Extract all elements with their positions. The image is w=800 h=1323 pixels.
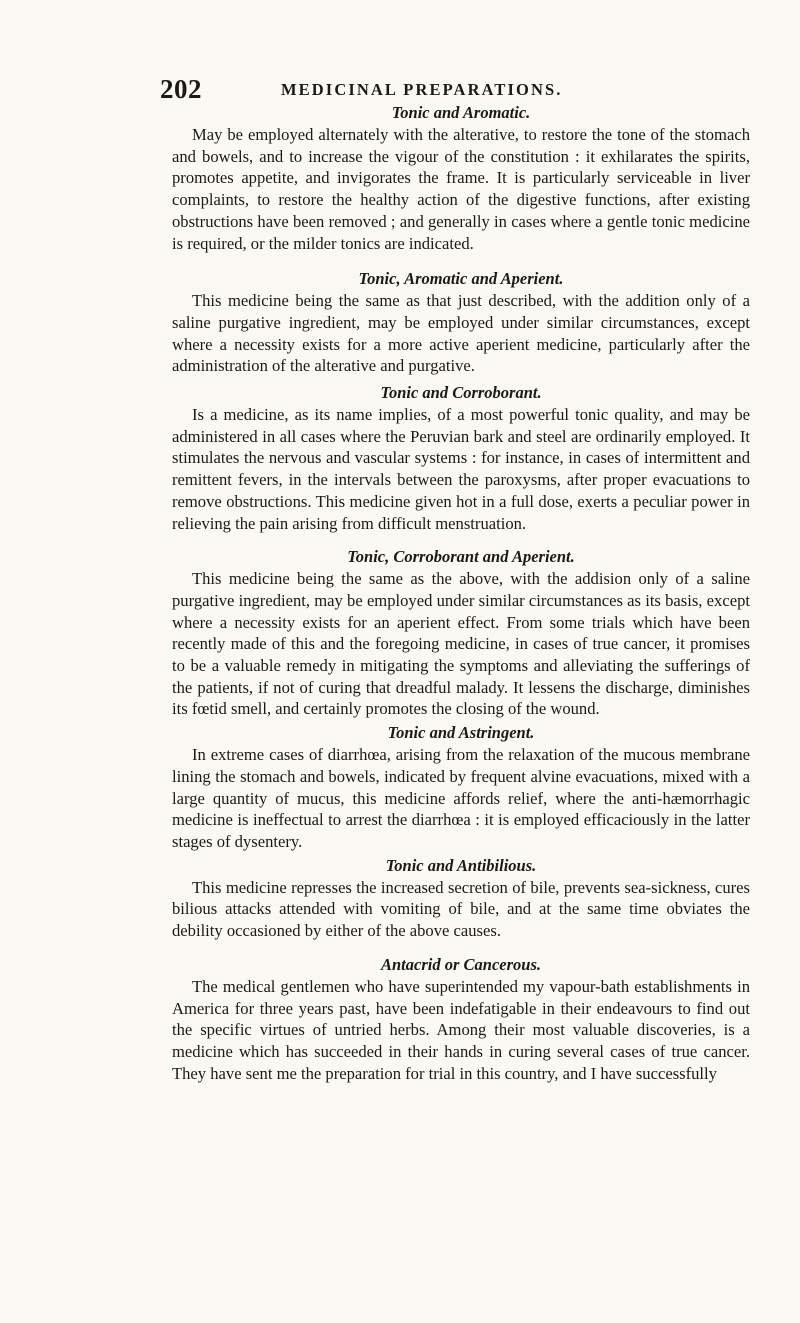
section-heading-tonic-aromatic-aperient: Tonic, Aromatic and Aperient.: [358, 269, 564, 289]
page-body: [172, 100, 750, 1084]
section-text-tonic-aromatic-aperient: This medicine being the same as that just described, with the addition only of a saline purgative ingredient, may be employed under similar circumstances, except where a necessity exists for a more active aperient medicine, particularly after the administration of the alterative and purgative.: [172, 291, 750, 376]
section-text-antacrid-cancerous: The medical gentlemen who have superintended my vapour-bath establishments in America for three years past, have been indefatigable in their endeavours to find out the specific virtues of untried herbs. Among their most valuable discoveries, is a medicine which has succeeded in their hands in curing several cases of true cancer. They have sent me the preparation for trial in this country, and I have successfully: [172, 976, 750, 1083]
section-text-tonic-aromatic: May be employed alternately with the alterative, to restore the tone of the stomach and bowels, and to increase the vigour of the constitution : it exhilarates the spirits, promotes appetite, and invigorates the frame. It is particularly serviceable in liver complaints, to restore the healthy action of the digestive functions, after existing obstructions have been removed ; and generally in cases where a gentle tonic medicine is required, or the milder tonics are indicated.: [172, 125, 750, 253]
section-heading-tonic-corroborant: Tonic and Corroborant.: [380, 383, 542, 403]
section-text-tonic-corroborant-aperient: This medicine being the same as the above, with the addision only of a saline purgative ingredient, may be employed under similar circumstances as its basis, except where a necessity exists for an aperient effect. From some trials which have been recently made of this and the foregoing medicine, in cases of true cancer, it promises to be a valuable remedy in mitigating the symptoms and alleviating the sufferings of the patients, if not of curing that dreadful malady. It lessens the discharge, diminishes its fœtid smell, and certainly promotes the closing of the wound.: [172, 569, 750, 719]
section-heading-antacrid-cancerous: Antacrid or Cancerous.: [381, 954, 541, 974]
section-heading-tonic-antibilious: Tonic and Antibilious.: [385, 855, 537, 875]
section-text-tonic-antibilious: This medicine represses the increased secretion of bile, prevents sea-sickness, cures bilious attacks attended with vomiting of bile, and at the same time obviates the debility occasioned by either of the above causes.: [172, 877, 750, 941]
page-header: [160, 0, 760, 105]
section-heading-tonic-corroborant-aperient: Tonic, Corroborant and Aperient.: [347, 547, 575, 567]
page-number: 202: [160, 74, 202, 104]
section-heading-tonic-astringent: Tonic and Astringent.: [387, 723, 535, 743]
section-text-tonic-astringent: In extreme cases of diarrhœa, arising from the relaxation of the mucous membrane lining the stomach and bowels, indicated by frequent alvine evacuations, mixed with a large quantity of mucus, this medicine affords relief, where the anti-hæmorrhagic medicine is ineffectual to arrest the diarrhœa : it is employed efficaciously in the latter stages of dysentery.: [172, 745, 750, 851]
section-text-tonic-corroborant: Is a medicine, as its name implies, of a most powerful tonic quality, and may be administered in all cases where the Peruvian bark and steel are ordinarily employed. It stimulates the nervous and vascular systems : for instance, in cases of intermittent and remittent fevers, in the intervals between the paroxysms, after proper evacuations to remove obstructions. This medicine given hot in a full dose, exerts a peculiar power in relieving the pain arising from difficult menstruation.: [172, 405, 750, 533]
running-title: MEDICINAL PREPARATIONS.: [281, 80, 563, 99]
section-heading-tonic-aromatic: Tonic and Aromatic.: [391, 103, 531, 122]
